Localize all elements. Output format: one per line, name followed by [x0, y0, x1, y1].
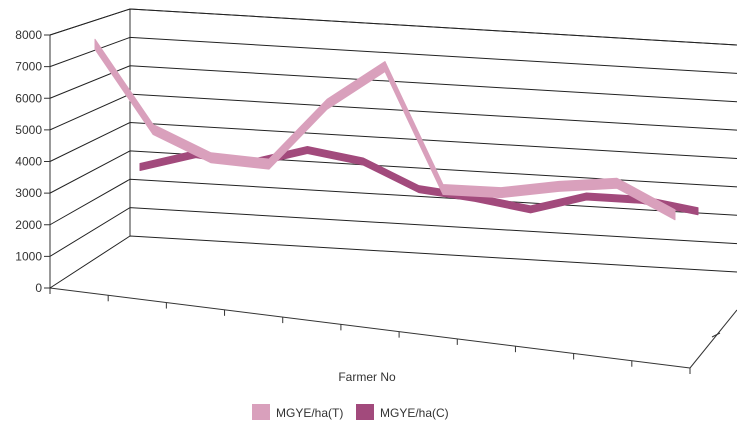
y-tick-label: 2000	[15, 217, 42, 232]
y-tick-label: 4000	[15, 154, 42, 169]
wall-outline	[50, 9, 737, 288]
y-tick-label: 1000	[15, 249, 42, 264]
y-tick-label: 5000	[15, 122, 42, 137]
y-tick-label: 0	[35, 281, 42, 295]
legend	[252, 404, 449, 420]
x-axis-title: Farmer No	[338, 370, 396, 384]
y-tick-label: 6000	[15, 91, 42, 106]
gridline	[50, 9, 737, 45]
series-layer	[95, 39, 698, 220]
legend-label-series-2: MGYE/ha(C)	[380, 406, 449, 420]
floor-right-edge	[690, 310, 737, 368]
legend-label-series-1: MGYE/ha(T)	[276, 406, 344, 420]
y-axis-ticks	[15, 28, 50, 295]
gridline	[50, 151, 737, 193]
legend-swatch-series-1	[252, 404, 270, 420]
legend-swatch-series-2	[356, 404, 374, 420]
gridlines	[50, 9, 737, 288]
floor-front-edge	[50, 288, 690, 368]
y-tick-label: 3000	[15, 186, 42, 201]
y-tick-label: 8000	[15, 28, 42, 42]
y-tick-label: 7000	[15, 59, 42, 74]
gridline	[50, 236, 737, 288]
gridline	[50, 208, 737, 257]
gridline	[50, 37, 737, 73]
